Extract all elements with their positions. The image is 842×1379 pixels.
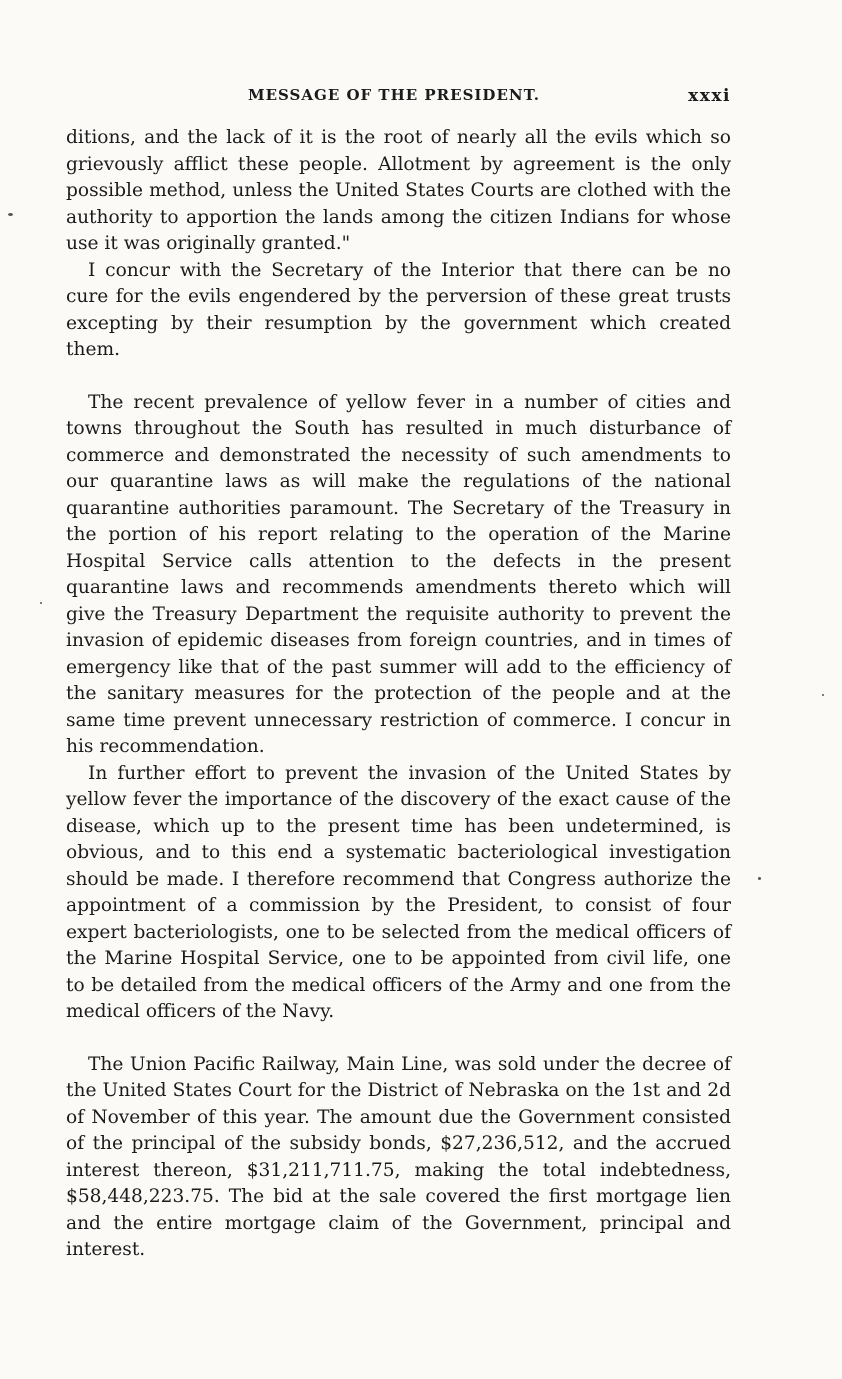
scan-speck	[822, 694, 824, 696]
paragraph-union-pacific: The Union Pacific Railway, Main Line, was sold under the decree of the United States Court for the District of Nebraska on the 1st and 2d of November of this year. The amount due the Government consisted of the principal of the subsidy bonds, $27,236,512, and the accrued interest thereon, $31,211,711.75, making the total indebtedness, $58,448,223.75. The bid at the sale covered the first mortgage lien and the entire mortgage claim of the Government, principal and interest.	[66, 1053, 731, 1260]
page-number: xxxi	[688, 86, 731, 106]
running-title: MESSAGE OF THE PRESIDENT.	[248, 86, 541, 104]
paragraph-yellow-fever: The recent prevalence of yellow fever in a number of cities and towns throughout the South has resulted in much disturbance of commerce and demonstrated the necessity of such amendments to our quarantine laws as will make the regulations of the national quarantine authorities paramount. The Secretary of the Treasury in the portion of his report relating to the operation of the Marine Hospital Service calls attention to the defects in the present quarantine laws and recommends amendments thereto which will give the Treasury Department the requisite authority to prevent the invasion of epidemic diseases from foreign countries, and in times of emergency like that of the past summer will add to the efficiency of the sanitary measures for the protection of the people and at the same time prevent unnecessary restriction of commerce. I concur in his recommendation.	[66, 391, 731, 757]
section-break	[66, 1026, 731, 1052]
paragraph-bacteriological-commission: In further effort to prevent the invasion of the United States by yellow fever the importance of the discovery of the exact cause of the disease, which up to the present time has been undetermined, is obvious, and to this end a systematic bacteriological investigation should be made. I therefore recommend that Congress authorize the appointment of a commission by the President, to consist of four expert bacteriologists, one to be selected from the medical officers of the Marine Hospital Service, one to be appointed from civil life, one to be detailed from the medical officers of the Army and one from the medical officers of the Navy.	[66, 762, 731, 1022]
paragraph-secretary-interior: I concur with the Secretary of the Interior that there can be no cure for the evils engendered by the perversion of these great trusts excepting by their resumption by the government which created them.	[66, 259, 731, 360]
body-text	[66, 125, 731, 1264]
page-header	[66, 86, 731, 110]
paragraph-allotment-quote: ditions, and the lack of it is the root of nearly all the evils which so grievously afflict these people. Allotment by agreement is the only possible method, unless the United States Courts are clothed with the authority to apportion the lands among the citizen Indians for whose use it was originally granted."	[66, 127, 731, 254]
scan-speck	[40, 602, 42, 604]
scan-speck	[8, 213, 13, 216]
section-break	[66, 364, 731, 390]
scan-speck	[758, 877, 761, 880]
